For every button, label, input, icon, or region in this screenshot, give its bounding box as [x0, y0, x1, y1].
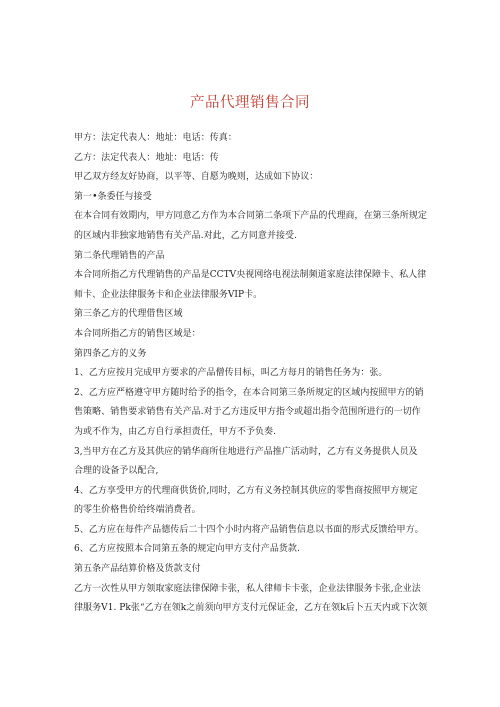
article-1-heading: 第一•条委任与接受 — [74, 191, 152, 202]
article-2-heading: 第二条代理销售的产品 — [74, 250, 165, 261]
article-2-text: 师卡、企业法律服务卡和企业法律服务VIP卡。 — [74, 289, 263, 300]
article-4-item-2: 2、乙方应严格遵守甲方随时给予的指令，在本合同第三条所规定的区域内按照甲方的销 — [74, 387, 424, 398]
article-3-heading: 第三条乙方的代理借售区域 — [74, 309, 183, 320]
document-title: 产品代理销售合同 — [190, 95, 310, 111]
article-5-text: 乙方一次性从甲方领取家庭法律保障卡张，私人律师卡卡张，企业法律服务卡张,企业法 — [74, 583, 421, 594]
document-body — [74, 129, 432, 619]
article-4-item-5: 5、乙方应在每件产品德传后二十四个小时内将产品销售信息以书面的形式反馈给甲方。 — [74, 524, 424, 535]
article-4-item-3: 3,当甲方在乙方及其供应的销华商所住地进行产品推广活动时，乙方有义务提供人员及 — [74, 446, 418, 457]
article-4-item-4: 的零生价格售价给终端消费者。 — [74, 505, 201, 516]
article-4-item-6: 6、乙方应按照本合同第五条的规定向甲方支付产品货款. — [74, 544, 300, 555]
article-4-item-2: 为或不作为，由乙方自行承担责任，甲方不予负奏. — [74, 426, 277, 437]
party-a-line: 甲方：法定代表人：地址：电话：传真： — [74, 133, 237, 143]
article-2-text: 本合同所指乙方代理销售的产品是CCTV央视网络电视法制频道家庭法律保障卡、私人律 — [74, 270, 427, 281]
article-4-item-3: 合理的设备予以配合, — [74, 466, 159, 477]
article-3-text: 本合同所指乙方的销售区域是： — [74, 328, 201, 339]
article-5-text: 律服务V1. Pk张“乙方在领k之前须向甲方支付元保证金，乙方在领k后卜五天内或下次领 — [74, 603, 428, 614]
article-4-item-4: 4、乙方享受甲方的代理商供货价,同时，乙方有义务控制其供应的零售商按照甲方规定 — [74, 485, 418, 496]
article-1-text: 的区域内非独家地销售有关产品.对此，乙方同意并接受. — [74, 230, 298, 241]
article-4-heading: 第四条乙方的义务 — [74, 348, 147, 359]
article-5-heading: 第五条产品结算价格及货款支付 — [74, 564, 201, 575]
agreement-preamble: 甲乙双方经友好协商，以平等、自愿为晚则，达成如下协议： — [74, 172, 319, 183]
party-b-line: 乙方：法定代表人：地址：电话：传 — [74, 152, 219, 163]
article-1-text: 在本合同有效期内，甲方同意乙方作为本合同第二条项下产品的代理商，在第三条所规定 — [74, 211, 427, 222]
article-4-item-2: 售策略、销售要求销售有关产品.对于乙方违反甲方指令或超出指令范围所进行的一切作 — [74, 407, 421, 418]
article-4-item-1: 1、乙方应按月完成甲方要求的产品僧传目标，叫乙方每月的销售任务为：张。 — [74, 368, 388, 379]
